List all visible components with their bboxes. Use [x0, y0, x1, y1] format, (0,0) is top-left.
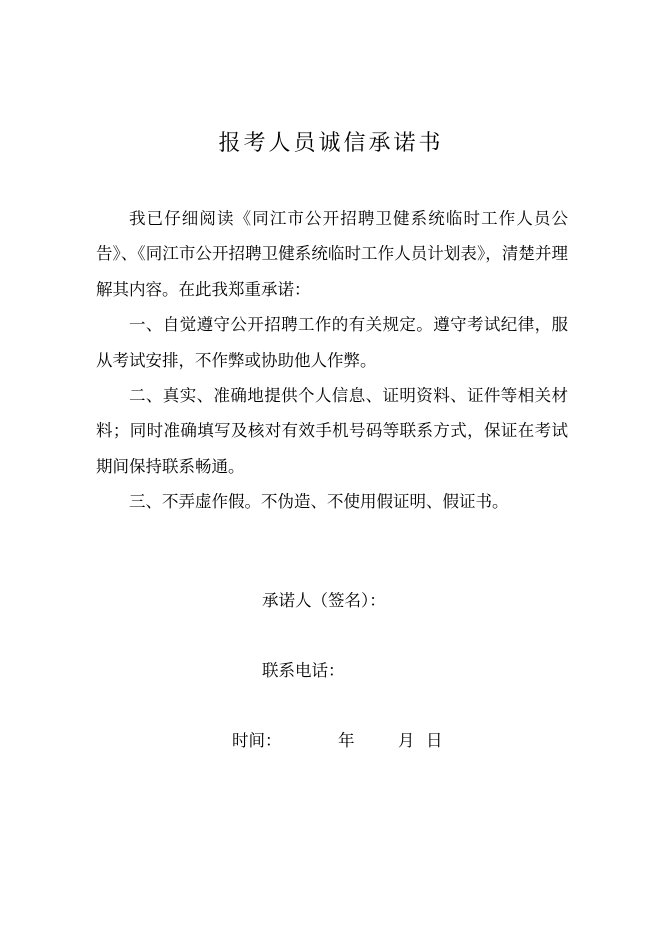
date-month-label: 月	[398, 731, 415, 750]
date-line	[232, 729, 443, 753]
paragraph-item-1: 一、自觉遵守公开招聘工作的有关规定。遵守考试纪律，服从考试安排，不作弊或协助他人作弊。	[96, 315, 568, 370]
document-body	[96, 201, 568, 520]
paragraph-item-2: 二、真实、准确地提供个人信息、证明资料、证件等相关材料；同时准确填写及核对有效手机号码等联系方式，保证在考试期间保持联系畅通。	[96, 386, 568, 476]
paragraph-intro: 我已仔细阅读《同江市公开招聘卫健系统临时工作人员公告》、《同江市公开招聘卫健系统临时工作人员计划表》，清楚并理解其内容。在此我郑重承诺：	[96, 209, 568, 299]
paragraph-item-3: 三、不弄虚作假。不伪造、不使用假证明、假证书。	[129, 492, 509, 512]
date-time-label: 时间：	[232, 731, 282, 750]
date-year-label: 年	[338, 731, 355, 750]
signature-label: 承诺人（签名）：	[262, 591, 386, 610]
date-day-label: 日	[426, 731, 443, 750]
document-title: 报考人员诚信承诺书	[218, 131, 444, 156]
phone-label: 联系电话：	[262, 661, 345, 680]
